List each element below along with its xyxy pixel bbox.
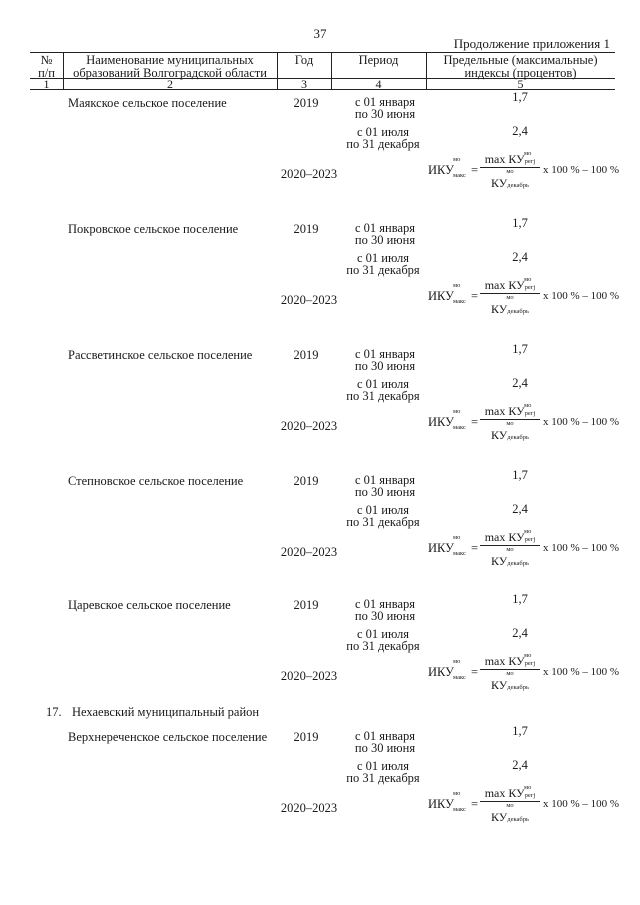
index-value-first: 1,7	[512, 724, 528, 738]
formula-row2	[428, 404, 628, 444]
formula-ku: КУ	[491, 554, 508, 568]
formula-ku: КУ	[508, 152, 525, 166]
formula-sub-reg: peгj	[524, 410, 536, 417]
year-range: 2020–2023	[280, 801, 338, 815]
formula-sub-maks: макс	[453, 298, 466, 305]
period-second-half: с 01 июля по 31 декабря	[346, 627, 420, 653]
continuation-note: Продолжение приложения 1	[453, 36, 610, 51]
period-second-half: с 01 июля по 31 декабря	[346, 759, 420, 785]
municipality-name: Покровское сельское поселение	[68, 222, 239, 236]
period-first-half: с 01 января по 30 июня	[354, 597, 416, 623]
formula-row0	[428, 152, 628, 192]
formula-sup-mo: мо	[524, 784, 532, 791]
municipality-name: Царевское сельское поселение	[68, 598, 231, 612]
formula-sup-mo: мо	[524, 402, 532, 409]
formula-fraction	[480, 278, 540, 316]
index-value-second: 2,4	[512, 376, 528, 390]
municipality-name: Рассветинское сельское поселение	[68, 348, 253, 362]
formula-last	[428, 786, 628, 826]
formula-tail: х 100 % – 100 %	[543, 666, 620, 678]
formula-numerator	[480, 152, 540, 166]
formula-max: max	[484, 786, 506, 800]
formula-max: max	[484, 152, 506, 166]
formula-iku: ИКУ	[428, 415, 454, 429]
formula-sup-mo: мо	[453, 408, 461, 415]
formula-sup-mo: мо	[506, 670, 514, 677]
formula-equals: =	[471, 415, 479, 429]
year-2019: 2019	[293, 222, 319, 236]
formula-tail: х 100 % – 100 %	[543, 290, 620, 302]
header-number: № п/п	[38, 53, 55, 80]
formula-ku: КУ	[491, 428, 508, 442]
header-index: Предельные (максимальные) индексы (процентов)	[443, 53, 598, 80]
formula-sub-dec: декабрь	[507, 560, 529, 567]
header-num-1: 1	[43, 77, 50, 91]
formula-row3	[428, 530, 628, 570]
formula-sup-mo: мо	[506, 168, 514, 175]
index-value-first: 1,7	[512, 90, 528, 104]
year-range: 2020–2023	[280, 293, 338, 307]
formula-sup-mo: мо	[524, 652, 532, 659]
formula-sub-maks: макс	[453, 550, 466, 557]
municipality-name: Верхнереченское сельское поселение	[68, 730, 268, 744]
municipality-name: Маякское сельское поселение	[68, 96, 227, 110]
formula-denominator	[480, 302, 540, 316]
formula-denominator	[480, 554, 540, 568]
header-num-2: 2	[167, 77, 173, 91]
period-first-half: с 01 января по 30 июня	[354, 729, 416, 755]
index-value-first: 1,7	[512, 216, 528, 230]
formula-ku: КУ	[508, 530, 525, 544]
formula-ku: КУ	[508, 404, 525, 418]
year-2019: 2019	[293, 598, 319, 612]
formula-iku: ИКУ	[428, 797, 454, 811]
formula-denominator	[480, 428, 540, 442]
formula-max: max	[484, 530, 506, 544]
index-value-second: 2,4	[512, 758, 528, 772]
formula-sup-mo: мо	[524, 150, 532, 157]
year-2019: 2019	[293, 474, 319, 488]
formula-iku: ИКУ	[428, 665, 454, 679]
formula-sub-maks: макс	[453, 806, 466, 813]
year-range: 2020–2023	[280, 669, 338, 683]
year-2019: 2019	[293, 96, 319, 110]
formula-sub-maks: макс	[453, 674, 466, 681]
index-value-second: 2,4	[512, 502, 528, 516]
year-range: 2020–2023	[280, 167, 338, 181]
formula-fraction	[480, 786, 540, 824]
period-second-half: с 01 июля по 31 декабря	[346, 251, 420, 277]
formula-numerator	[480, 278, 540, 292]
formula-sub-reg: peгj	[524, 284, 536, 291]
formula-fraction	[480, 654, 540, 692]
formula-row1	[428, 278, 628, 318]
index-value-first: 1,7	[512, 468, 528, 482]
formula-numerator	[480, 404, 540, 418]
period-first-half: с 01 января по 30 июня	[354, 347, 416, 373]
formula-sup-mo: мо	[506, 294, 514, 301]
formula-fraction	[480, 152, 540, 190]
year-range: 2020–2023	[280, 545, 338, 559]
page-number: 37	[313, 26, 327, 41]
index-value-second: 2,4	[512, 626, 528, 640]
section-title: Нехаевский муниципальный район	[72, 705, 260, 719]
year-2019: 2019	[293, 730, 319, 744]
formula-sup-mo: мо	[506, 546, 514, 553]
formula-tail: х 100 % – 100 %	[543, 416, 620, 428]
formula-equals: =	[471, 797, 479, 811]
formula-sub-dec: декабрь	[507, 308, 529, 315]
formula-sup-mo: мо	[453, 282, 461, 289]
period-first-half: с 01 января по 30 июня	[354, 221, 416, 247]
formula-sub-maks: макс	[453, 424, 466, 431]
section-number: 17.	[46, 705, 62, 719]
formula-equals: =	[471, 163, 479, 177]
index-value-first: 1,7	[512, 592, 528, 606]
formula-max: max	[484, 654, 506, 668]
formula-sub-reg: peгj	[524, 792, 536, 799]
formula-sup-mo: мо	[453, 790, 461, 797]
formula-row4	[428, 654, 628, 694]
year-range: 2020–2023	[280, 419, 338, 433]
formula-sup-mo: мо	[524, 528, 532, 535]
formula-sub-reg: peгj	[524, 536, 536, 543]
formula-sub-dec: декабрь	[507, 434, 529, 441]
formula-tail: х 100 % – 100 %	[543, 542, 620, 554]
index-value-second: 2,4	[512, 250, 528, 264]
formula-sub-dec: декабрь	[507, 684, 529, 691]
formula-iku: ИКУ	[428, 289, 454, 303]
formula-ku: КУ	[491, 176, 508, 190]
index-value-second: 2,4	[512, 124, 528, 138]
formula-ku: КУ	[508, 786, 525, 800]
formula-sup-mo: мо	[453, 534, 461, 541]
header-num-4: 4	[375, 77, 382, 91]
formula-equals: =	[471, 541, 479, 555]
formula-ku: КУ	[508, 654, 525, 668]
header-num-5: 5	[517, 77, 524, 91]
formula-sup-mo: мо	[524, 276, 532, 283]
period-first-half: с 01 января по 30 июня	[354, 473, 416, 499]
formula-max: max	[484, 278, 506, 292]
formula-sup-mo: мо	[506, 420, 514, 427]
formula-equals: =	[471, 289, 479, 303]
formula-fraction	[480, 530, 540, 568]
header-num-3: 3	[301, 77, 307, 91]
formula-sub-maks: макс	[453, 172, 466, 179]
formula-fraction	[480, 404, 540, 442]
formula-sub-reg: peгj	[524, 158, 536, 165]
formula-numerator	[480, 654, 540, 668]
formula-ku: КУ	[491, 302, 508, 316]
formula-sub-reg: peгj	[524, 660, 536, 667]
formula-ku: КУ	[491, 678, 508, 692]
formula-sup-mo: мо	[453, 156, 461, 163]
formula-sup-mo: мо	[453, 658, 461, 665]
municipality-name: Степновское сельское поселение	[68, 474, 244, 488]
formula-ku: КУ	[508, 278, 525, 292]
formula-equals: =	[471, 665, 479, 679]
period-second-half: с 01 июля по 31 декабря	[346, 125, 420, 151]
period-second-half: с 01 июля по 31 декабря	[346, 503, 420, 529]
formula-sub-dec: декабрь	[507, 182, 529, 189]
period-second-half: с 01 июля по 31 декабря	[346, 377, 420, 403]
year-2019: 2019	[293, 348, 319, 362]
index-value-first: 1,7	[512, 342, 528, 356]
formula-iku: ИКУ	[428, 163, 454, 177]
formula-iku: ИКУ	[428, 541, 454, 555]
formula-max: max	[484, 404, 506, 418]
header-period: Период	[358, 53, 399, 67]
header-year: Год	[294, 53, 314, 67]
formula-numerator	[480, 530, 540, 544]
formula-denominator	[480, 176, 540, 190]
formula-tail: х 100 % – 100 %	[543, 164, 620, 176]
formula-sub-dec: декабрь	[507, 816, 529, 823]
formula-tail: х 100 % – 100 %	[543, 798, 620, 810]
formula-denominator	[480, 678, 540, 692]
formula-ku: КУ	[491, 810, 508, 824]
period-first-half: с 01 января по 30 июня	[354, 95, 416, 121]
formula-sup-mo: мо	[506, 802, 514, 809]
header-name: Наименование муниципальных образований Волгоградской области	[73, 53, 267, 80]
formula-numerator	[480, 786, 540, 800]
formula-denominator	[480, 810, 540, 824]
